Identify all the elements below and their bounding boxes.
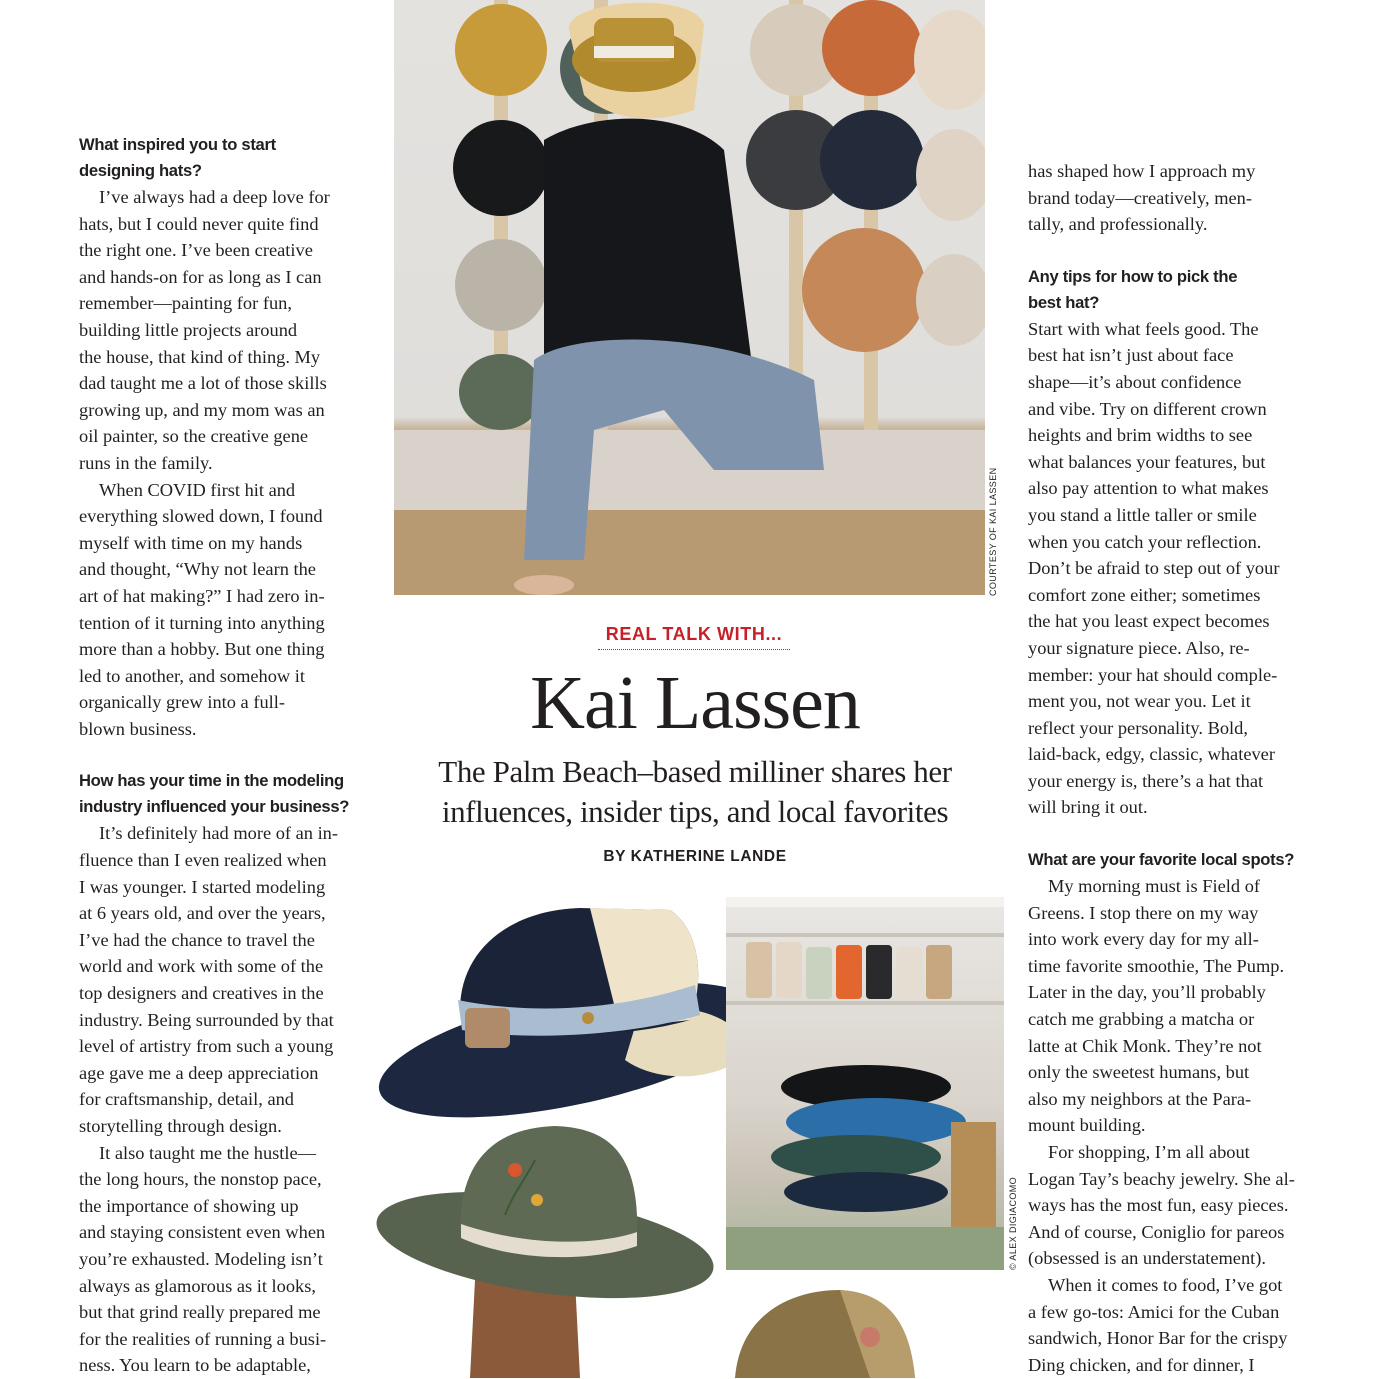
text-line: your signature piece. Also, re- [1028,637,1250,658]
answer-inspiration-paragraph-1 [79,184,369,477]
text-line: hats, but I could never quite find [79,213,319,234]
green-felt-hat-photo [375,1120,730,1378]
text-line: a few go-tos: Amici for the Cuban [1028,1301,1280,1322]
answer-inspiration-paragraph-2 [79,477,369,743]
question-local-spots [1028,847,1318,873]
text-line: the hat you least expect becomes [1028,611,1270,632]
text-line: When COVID first hit and [99,479,296,500]
text-line: best hat? [1028,292,1100,312]
text-line: I’ve always had a deep love for [99,187,330,207]
answer-local-spots-paragraph-3 [1028,1272,1318,1378]
text-line: has shaped how I approach my [1028,161,1256,181]
counter-top [394,430,985,520]
text-line: oil painter, so the creative gene [79,426,309,447]
text-line: storytelling through design. [79,1116,282,1136]
text-line: but that grind really prepared me [79,1302,321,1323]
text-line: catch me grabbing a matcha or [1028,1009,1255,1030]
text-line: when you catch your reflection. [1028,531,1262,552]
text-line: for the realities of running a busi- [79,1328,327,1349]
text-line: at 6 years old, and over the years, [79,903,326,924]
text-line: and vibe. Try on different crown [1028,398,1267,419]
text-line: Start with what feels good. The [1028,318,1259,339]
question-modeling [79,768,369,820]
text-line: industry influenced your business? [79,797,350,817]
text-line: It’s definitely had more of an in- [99,823,339,844]
text-line: will bring it out. [1028,797,1148,818]
text-line: building little projects around [79,319,298,340]
text-line: remember—painting for fun, [79,293,292,314]
text-line: also pay attention to what makes [1028,478,1269,499]
woven-straw-hat-illustration [720,1285,920,1378]
text-line: What are your favorite local spots? [1028,850,1295,870]
portrait-illustration [394,0,985,595]
answer-best-hat [1028,316,1318,821]
text-line: mount building. [1028,1115,1146,1136]
text-line: ment you, not wear you. Let it [1028,691,1251,712]
section-kicker: REAL TALK WITH... [598,624,790,650]
question-inspiration [79,132,369,184]
question-best-hat [1028,264,1318,316]
text-line: art of hat making?” I had zero in- [79,585,325,606]
text-line: dad taught me a lot of those skills [79,373,327,394]
answer-local-spots-paragraph-1 [1028,873,1318,1139]
text-line: Greens. I stop there on my way [1028,902,1259,923]
article-headline: Kai Lassen [530,661,860,745]
text-line: ness. You learn to be adaptable, [79,1355,311,1376]
answer-modeling-continued [1028,158,1318,238]
text-line: comfort zone either; sometimes [1028,584,1261,605]
text-line: and hands-on for as long as I can [79,266,322,287]
text-line: latte at Chik Monk. They’re not [1028,1035,1262,1056]
text-line: your energy is, there’s a hat that [1028,770,1264,791]
portrait-photo [394,0,985,595]
text-line: tally, and professionally. [1028,214,1208,235]
text-line: heights and brim widths to see [1028,425,1253,446]
text-line: the importance of showing up [79,1195,299,1216]
text-line: fluence than I even realized when [79,850,327,871]
text-line: runs in the family. [79,452,213,473]
text-line: also my neighbors at the Para- [1028,1088,1252,1109]
text-line: brand today—creatively, men- [1028,187,1253,208]
text-line: and staying consistent even when [79,1222,326,1243]
text-line: influences, insider tips, and local favorites [441,794,949,829]
text-line: and thought, “Why not learn the [79,559,316,580]
answer-modeling-paragraph-2 [79,1140,369,1379]
text-line: tention of it turning into anything [79,612,325,633]
text-line: Don’t be afraid to step out of your [1028,558,1280,579]
text-line: time favorite smoothie, The Pump. [1028,955,1285,976]
text-line: you’re exhausted. Modeling isn’t [79,1248,323,1269]
text-line: What inspired you to start [79,135,276,154]
text-line: reflect your personality. Bold, [1028,717,1248,738]
woven-straw-hat-photo [720,1285,920,1378]
text-line: shape—it’s about confidence [1028,371,1242,392]
text-line: the long hours, the nonstop pace, [79,1169,322,1190]
text-line: more than a hobby. But one thing [79,639,325,660]
text-line: you stand a little taller or smile [1028,504,1257,525]
counter-front [394,510,985,595]
navy-straw-hat-photo [370,890,750,1120]
text-line: And of course, Coniglio for pareos [1028,1221,1285,1242]
text-line: The Palm Beach–based milliner shares her [438,754,952,789]
text-line: growing up, and my mom was an [79,399,325,420]
text-line: How has your time in the modeling [79,771,344,791]
text-line: It also taught me the hustle— [99,1142,317,1163]
workshop-photo-credit: © ALEX DIGIACOMO [1008,1176,1018,1270]
text-line: Later in the day, you’ll probably [1028,982,1266,1003]
text-line: the house, that kind of thing. My [79,346,321,367]
text-line: sandwich, Honor Bar for the crispy [1028,1328,1288,1349]
portrait-photo-credit: COURTESY OF KAI LASSEN [988,467,998,596]
text-line: led to another, and somehow it [79,665,306,686]
text-line: laid-back, edgy, classic, whatever [1028,744,1275,765]
text-line: organically grew into a full- [79,692,285,713]
text-line: level of artistry from such a young [79,1036,334,1057]
text-line: Logan Tay’s beachy jewelry. She al- [1028,1168,1295,1189]
text-line: I was younger. I started modeling [79,876,326,897]
text-line: I’ve had the chance to travel the [79,929,315,950]
text-line: best hat isn’t just about face [1028,345,1234,366]
text-line: what balances your features, but [1028,451,1266,472]
text-line: age gave me a deep appreciation [79,1062,319,1083]
answer-local-spots-paragraph-2 [1028,1139,1318,1272]
text-line: member: your hat should comple- [1028,664,1278,685]
left-text-column [79,132,369,1379]
text-line: world and work with some of the [79,956,324,977]
text-line: (obsessed is an understatement). [1028,1248,1266,1269]
article-dek [394,752,996,832]
text-line: always as glamorous as it looks, [79,1275,317,1296]
text-line: Ding chicken, and for dinner, I [1028,1354,1255,1375]
text-line: the right one. I’ve been creative [79,240,313,261]
article-byline: BY KATHERINE LANDE [603,848,787,865]
text-line: everything slowed down, I found [79,506,323,527]
hat-block-shelf [746,942,952,999]
text-line: blown business. [79,718,197,739]
text-line: for craftsmanship, detail, and [79,1089,294,1110]
text-line: ways has the most fun, easy pieces. [1028,1195,1289,1216]
navy-straw-hat-illustration [370,890,750,1120]
text-line: top designers and creatives in the [79,983,324,1004]
workshop-photo [726,897,1004,1270]
green-felt-hat-illustration [375,1120,730,1378]
text-line: into work every day for my all- [1028,929,1259,950]
text-line: Any tips for how to pick the [1028,266,1238,286]
text-line: For shopping, I’m all about [1048,1142,1250,1162]
right-text-column [1028,158,1318,1378]
text-line: My morning must is Field of [1048,876,1261,897]
answer-modeling-paragraph-1 [79,820,369,1139]
text-line: When it comes to food, I’ve got [1048,1274,1283,1295]
text-line: industry. Being surrounded by that [79,1009,334,1030]
text-line: designing hats? [79,161,202,180]
text-line: myself with time on my hands [79,532,303,553]
workshop-illustration [726,897,1004,1270]
text-line: only the sweetest humans, but [1028,1062,1250,1083]
